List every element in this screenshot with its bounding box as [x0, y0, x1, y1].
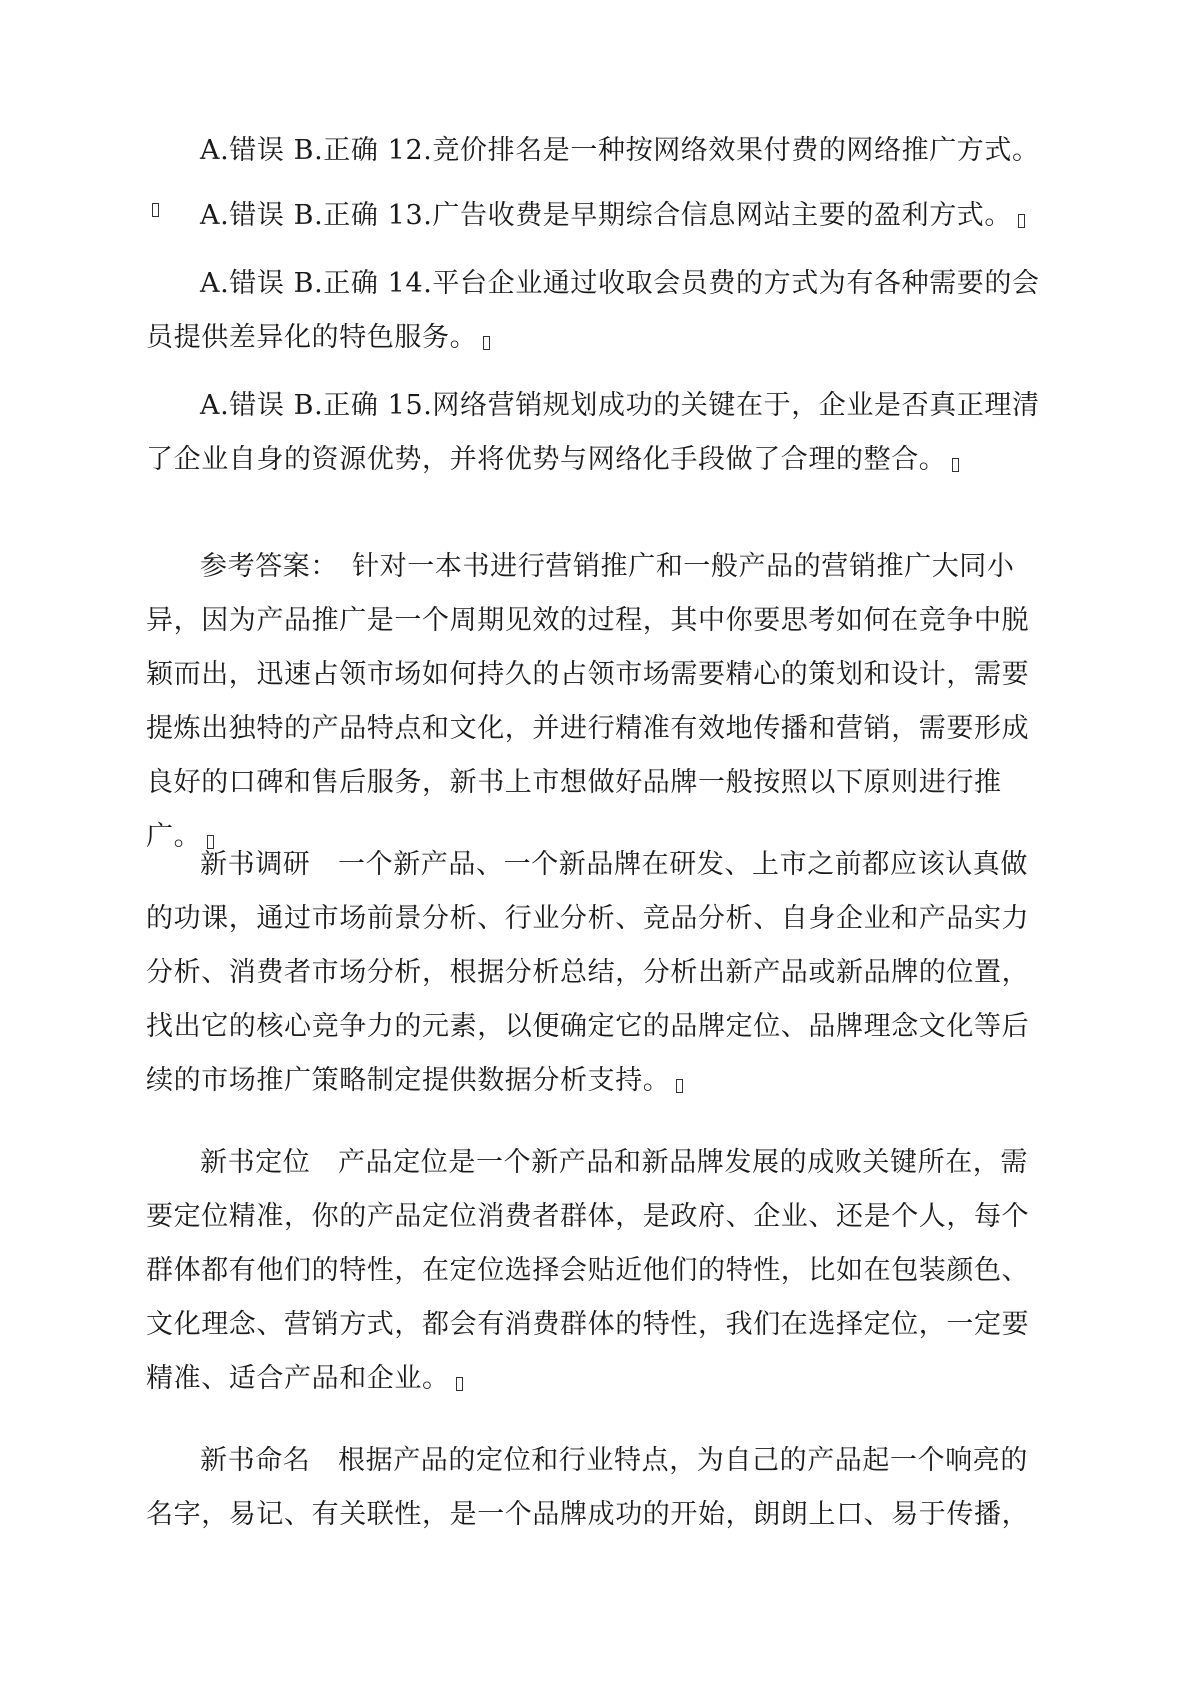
paragraph-text: 参考答案： 针对一本书进行营销推广和一般产品的营销推广大同小异，因为产品推广是一个周期见效的过程，其中你要思考如何在竞争中脱颖而出，迅速占领市场如何持久的占领市场需要精心的策划和设计，需要提炼出独特的产品特点和文化，并进行精准有效地传播和营销，需要形成良好的口碑和售后服务，新书上市想做好品牌一般按照以下原则进行推广。 [146, 551, 1030, 852]
end-mark-icon [1018, 214, 1025, 228]
paragraph-text: 新书定位 产品定位是一个新产品和新品牌发展的成败关键所在，需要定位精准，你的产品定位消费者群体，是政府、企业、还是个人，每个群体都有他们的特性，在定位选择会贴近他们的特性，比如在包装颜色、文化理念、营销方式，都会有消费群体的特性，我们在选择定位，一定要精准、适合产品和企业。 [146, 1147, 1030, 1394]
end-mark-icon [676, 1079, 683, 1093]
paragraph-text: A.错误 B.正确 14.平台企业通过收取会员费的方式为有各种需要的会员提供差异化的特色服务。 [146, 268, 1040, 353]
paragraph-text: 新书命名 根据产品的定位和行业特点，为自己的产品起一个响亮的名字，易记、有关联性，是一个品牌成功的开始，朗朗上口、易于传播， [146, 1445, 1030, 1530]
paragraph-new-book-naming [146, 1434, 1046, 1542]
paragraph-new-book-research [146, 838, 1046, 1108]
paragraph-reference-answer [146, 540, 1046, 864]
paragraph-text: A.错误 B.正确 15.网络营销规划成功的关键在于，企业是否真正理清了企业自身的资源优势，并将优势与网络化手段做了合理的整合。 [146, 390, 1040, 475]
paragraph-text: 新书调研 一个新产品、一个新品牌在研发、上市之前都应该认真做的功课，通过市场前景分析、行业分析、竞品分析、自身企业和产品实力分析、消费者市场分析，根据分析总结，分析出新产品或新品牌的位置，找出它的核心竞争力的元素，以便确定它的品牌定位、品牌理念文化等后续的市场推广策略制定提供数据分析支持。 [146, 849, 1030, 1096]
end-mark-icon [456, 1377, 463, 1391]
paragraph-question-13 [146, 189, 1046, 243]
end-mark-icon [952, 458, 959, 472]
paragraph-question-14 [146, 257, 1046, 365]
paragraph-text: A.错误 B.正确 12.竞价排名是一种按网络效果付费的网络推广方式。 [200, 135, 1040, 166]
paragraph-new-book-positioning [146, 1136, 1046, 1406]
end-mark-icon [483, 336, 490, 350]
paragraph-question-15 [146, 379, 1046, 487]
paragraph-text: A.错误 B.正确 13.广告收费是早期综合信息网站主要的盈利方式。 [200, 200, 1013, 231]
